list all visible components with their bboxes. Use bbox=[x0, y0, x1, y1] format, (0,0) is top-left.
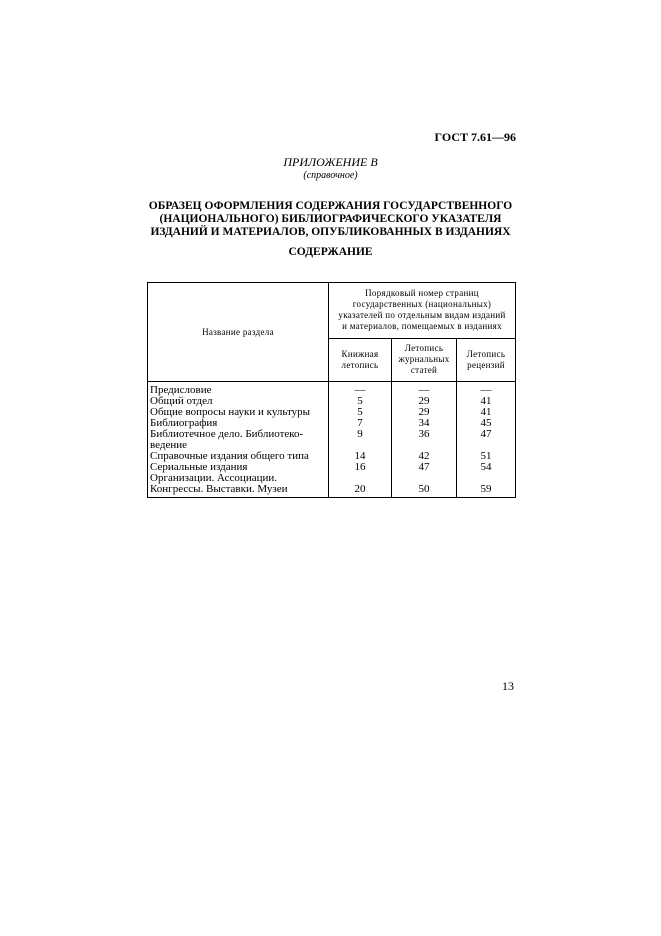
header-line: Летопись bbox=[466, 348, 506, 359]
page-review-chronicle: 41 bbox=[457, 396, 516, 407]
table-row bbox=[148, 429, 516, 440]
section-name: Организации. Ассоциации. bbox=[148, 473, 329, 484]
page-review-chronicle: 41 bbox=[457, 407, 516, 418]
section-name: Предисловие bbox=[148, 382, 329, 397]
header-line: летопись bbox=[341, 359, 379, 370]
section-name: Библиография bbox=[148, 418, 329, 429]
page-review-chronicle: 51 bbox=[457, 451, 516, 462]
title-line: (НАЦИОНАЛЬНОГО) БИБЛИОГРАФИЧЕСКОГО УКАЗАТЕЛЯ bbox=[159, 213, 502, 225]
section-name: Общие вопросы науки и культуры bbox=[148, 407, 329, 418]
table-row bbox=[148, 484, 516, 498]
page-review-chronicle: 45 bbox=[457, 418, 516, 429]
column-header-article-chronicle bbox=[392, 338, 457, 381]
header-line: рецензий bbox=[467, 359, 505, 370]
section-name: Сериальные издания bbox=[148, 462, 329, 473]
column-header-review-chronicle bbox=[457, 338, 516, 381]
title-line: ИЗДАНИЙ И МАТЕРИАЛОВ, ОПУБЛИКОВАННЫХ В ИЗДАНИЯХ bbox=[150, 226, 511, 238]
page-review-chronicle: 54 bbox=[457, 462, 516, 473]
document-title bbox=[0, 200, 661, 239]
column-header-section-name: Название раздела bbox=[148, 283, 329, 382]
page-article-chronicle: 42 bbox=[392, 451, 457, 462]
section-name: Общий отдел bbox=[148, 396, 329, 407]
page-book-chronicle: 7 bbox=[329, 418, 392, 429]
header-line: Летопись bbox=[404, 343, 444, 354]
page-article-chronicle: 29 bbox=[392, 396, 457, 407]
page-review-chronicle: — bbox=[457, 382, 516, 397]
page-article-chronicle: 47 bbox=[392, 462, 457, 473]
page-book-chronicle: 16 bbox=[329, 462, 392, 473]
appendix-title: ПРИЛОЖЕНИЕ В bbox=[283, 155, 378, 169]
page-article-chronicle: 29 bbox=[392, 407, 457, 418]
page-article-chronicle: 36 bbox=[392, 429, 457, 440]
page-review-chronicle: 59 bbox=[457, 484, 516, 498]
title-line: ОБРАЗЕЦ ОФОРМЛЕНИЯ СОДЕРЖАНИЯ ГОСУДАРСТВЕННОГО bbox=[148, 200, 513, 212]
page-article-chronicle: 50 bbox=[392, 484, 457, 498]
page-book-chronicle: 14 bbox=[329, 451, 392, 462]
section-name: Библиотечное дело. Библиотеко- bbox=[148, 429, 329, 440]
page-book-chronicle: — bbox=[329, 382, 392, 397]
page-book-chronicle: 5 bbox=[329, 407, 392, 418]
page-book-chronicle: 9 bbox=[329, 429, 392, 440]
group-header-line: указателей по отдельным видам изданий bbox=[338, 310, 506, 321]
section-name: Справочные издания общего типа bbox=[148, 451, 329, 462]
page-article-chronicle: 34 bbox=[392, 418, 457, 429]
header-line: Книжная bbox=[341, 348, 379, 359]
group-header-line: Порядковый номер страниц bbox=[365, 288, 479, 299]
page-number: 13 bbox=[502, 679, 514, 693]
column-group-header bbox=[329, 283, 516, 339]
contents-heading: СОДЕРЖАНИЕ bbox=[288, 246, 373, 258]
group-header-line: и материалов, помещаемых в изданиях bbox=[342, 321, 502, 332]
appendix-heading bbox=[0, 156, 661, 182]
header-line: журнальных bbox=[398, 354, 450, 365]
header-line: статей bbox=[410, 365, 438, 376]
group-header-line: государственных (национальных) bbox=[352, 299, 492, 310]
column-header-book-chronicle bbox=[329, 338, 392, 381]
page-review-chronicle: 47 bbox=[457, 429, 516, 440]
section-name: Конгрессы. Выставки. Музеи bbox=[148, 484, 329, 498]
section-name: ведение bbox=[148, 440, 329, 451]
page-book-chronicle: 5 bbox=[329, 396, 392, 407]
table-row bbox=[148, 382, 516, 397]
page-article-chronicle: — bbox=[392, 382, 457, 397]
document-code: ГОСТ 7.61—96 bbox=[434, 130, 516, 144]
page-book-chronicle: 20 bbox=[329, 484, 392, 498]
contents-table bbox=[147, 282, 516, 498]
appendix-subtitle: (справочное) bbox=[303, 170, 358, 181]
